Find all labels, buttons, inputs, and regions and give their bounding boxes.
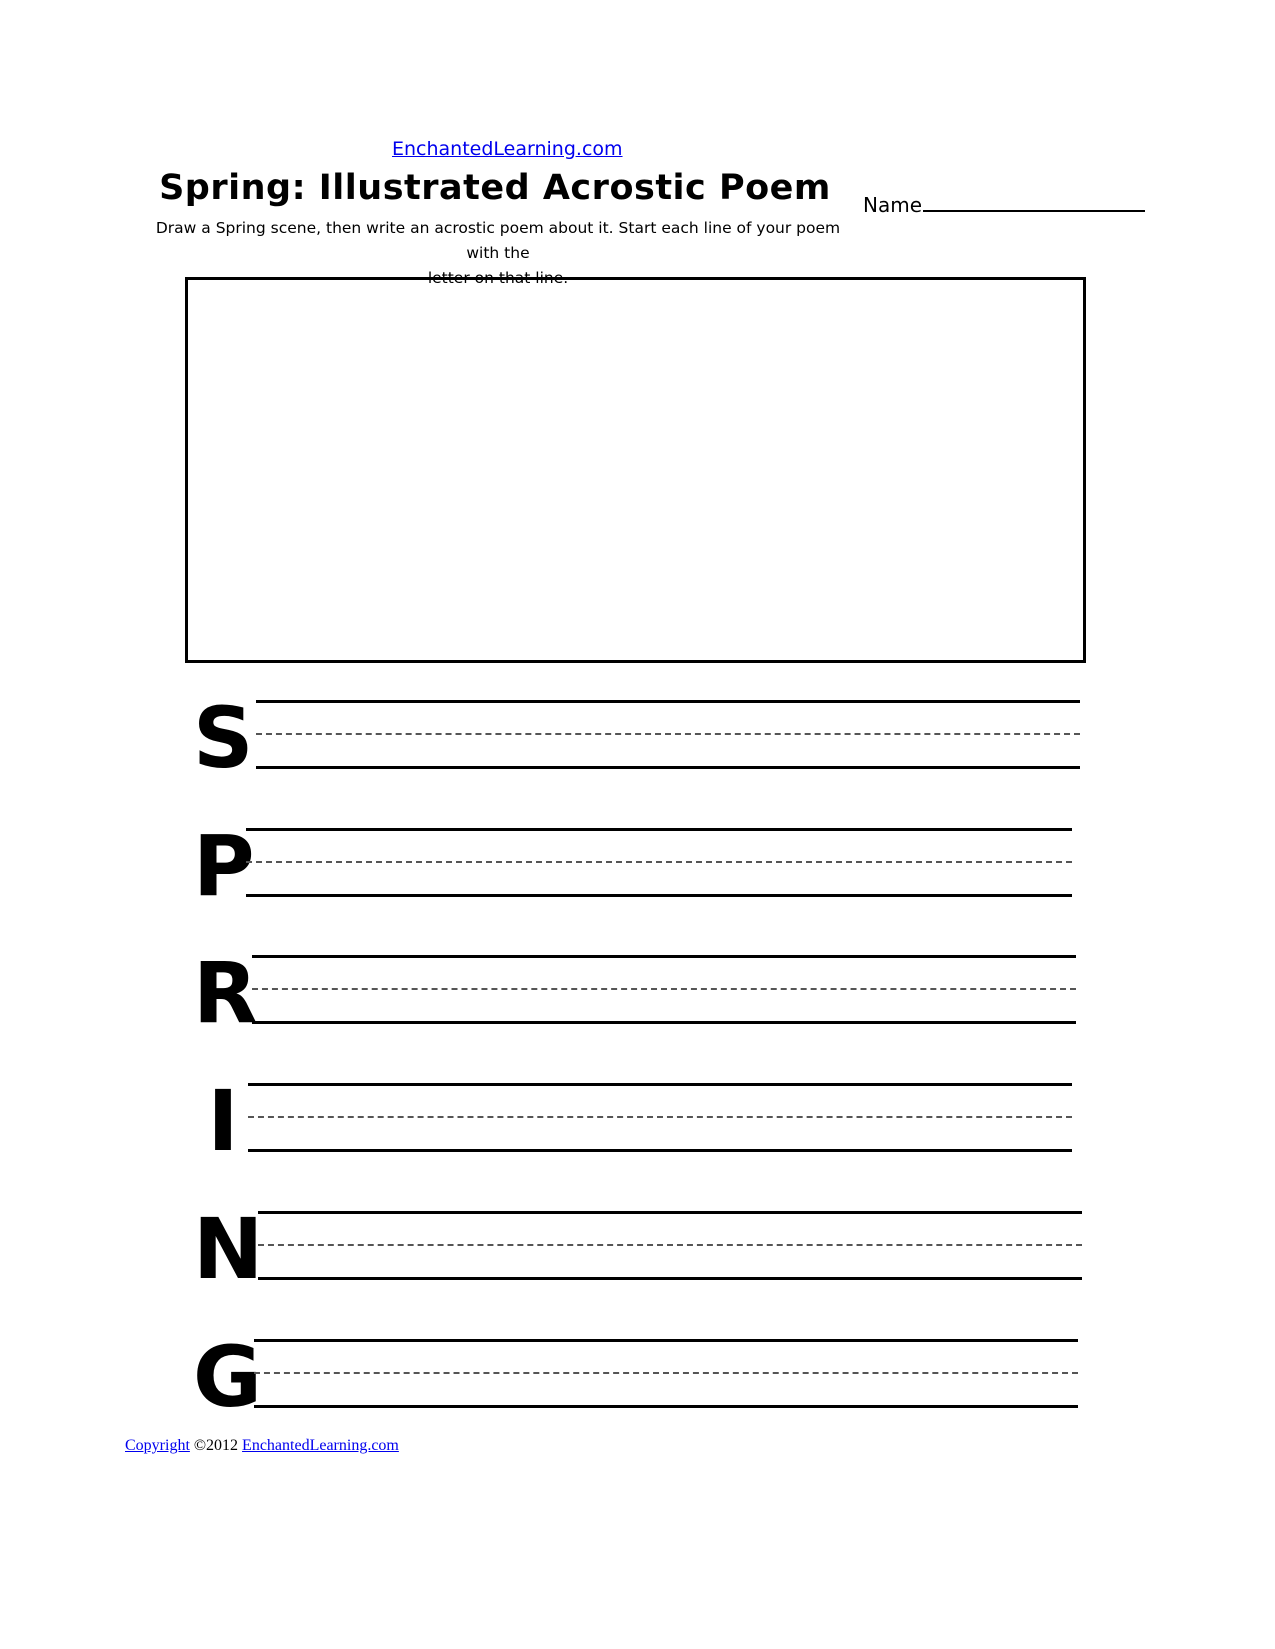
instructions-line: Draw a Spring scene, then write an acrostic poem about it. Start each line of your poem with the [155, 219, 841, 262]
writing-bottom-line[interactable] [254, 1405, 1078, 1408]
copyright-link[interactable]: Copyright [125, 1437, 190, 1454]
writing-bottom-line[interactable] [256, 766, 1080, 769]
writing-top-line[interactable] [258, 1211, 1082, 1214]
poem-letter: R [193, 944, 258, 1042]
name-field[interactable] [863, 190, 1145, 217]
poem-letter: P [193, 817, 255, 915]
writing-bottom-line[interactable] [252, 1021, 1076, 1024]
poem-letter: I [207, 1072, 239, 1170]
drawing-area[interactable] [185, 277, 1086, 663]
worksheet-title: Spring: Illustrated Acrostic Poem [159, 168, 831, 208]
writing-bottom-line[interactable] [248, 1149, 1072, 1152]
writing-mid-line[interactable] [258, 1244, 1082, 1246]
poem-row [0, 944, 1275, 1042]
writing-bottom-line[interactable] [258, 1277, 1082, 1280]
poem-letter: S [193, 689, 254, 787]
footer-site-link[interactable]: EnchantedLearning.com [242, 1437, 399, 1454]
name-write-line[interactable] [923, 190, 1145, 212]
copyright-year: ©2012 [193, 1437, 239, 1454]
name-label: Name [863, 193, 923, 217]
writing-mid-line[interactable] [254, 1372, 1078, 1374]
poem-letter: G [193, 1328, 262, 1426]
writing-top-line[interactable] [246, 828, 1072, 831]
footer [125, 1437, 399, 1455]
poem-letter: N [193, 1200, 264, 1298]
poem-row [0, 1328, 1275, 1426]
poem-row [0, 1200, 1275, 1298]
writing-top-line[interactable] [252, 955, 1076, 958]
writing-bottom-line[interactable] [246, 894, 1072, 897]
poem-row [0, 1072, 1275, 1170]
instructions-line: letter on that line. [427, 269, 569, 287]
writing-top-line[interactable] [248, 1083, 1072, 1086]
poem-row [0, 817, 1275, 915]
writing-top-line[interactable] [254, 1339, 1078, 1342]
site-link[interactable]: EnchantedLearning.com [392, 138, 623, 160]
writing-mid-line[interactable] [246, 861, 1072, 863]
writing-mid-line[interactable] [248, 1116, 1072, 1118]
writing-top-line[interactable] [256, 700, 1080, 703]
poem-row [0, 689, 1275, 787]
writing-mid-line[interactable] [256, 733, 1080, 735]
writing-mid-line[interactable] [252, 988, 1076, 990]
